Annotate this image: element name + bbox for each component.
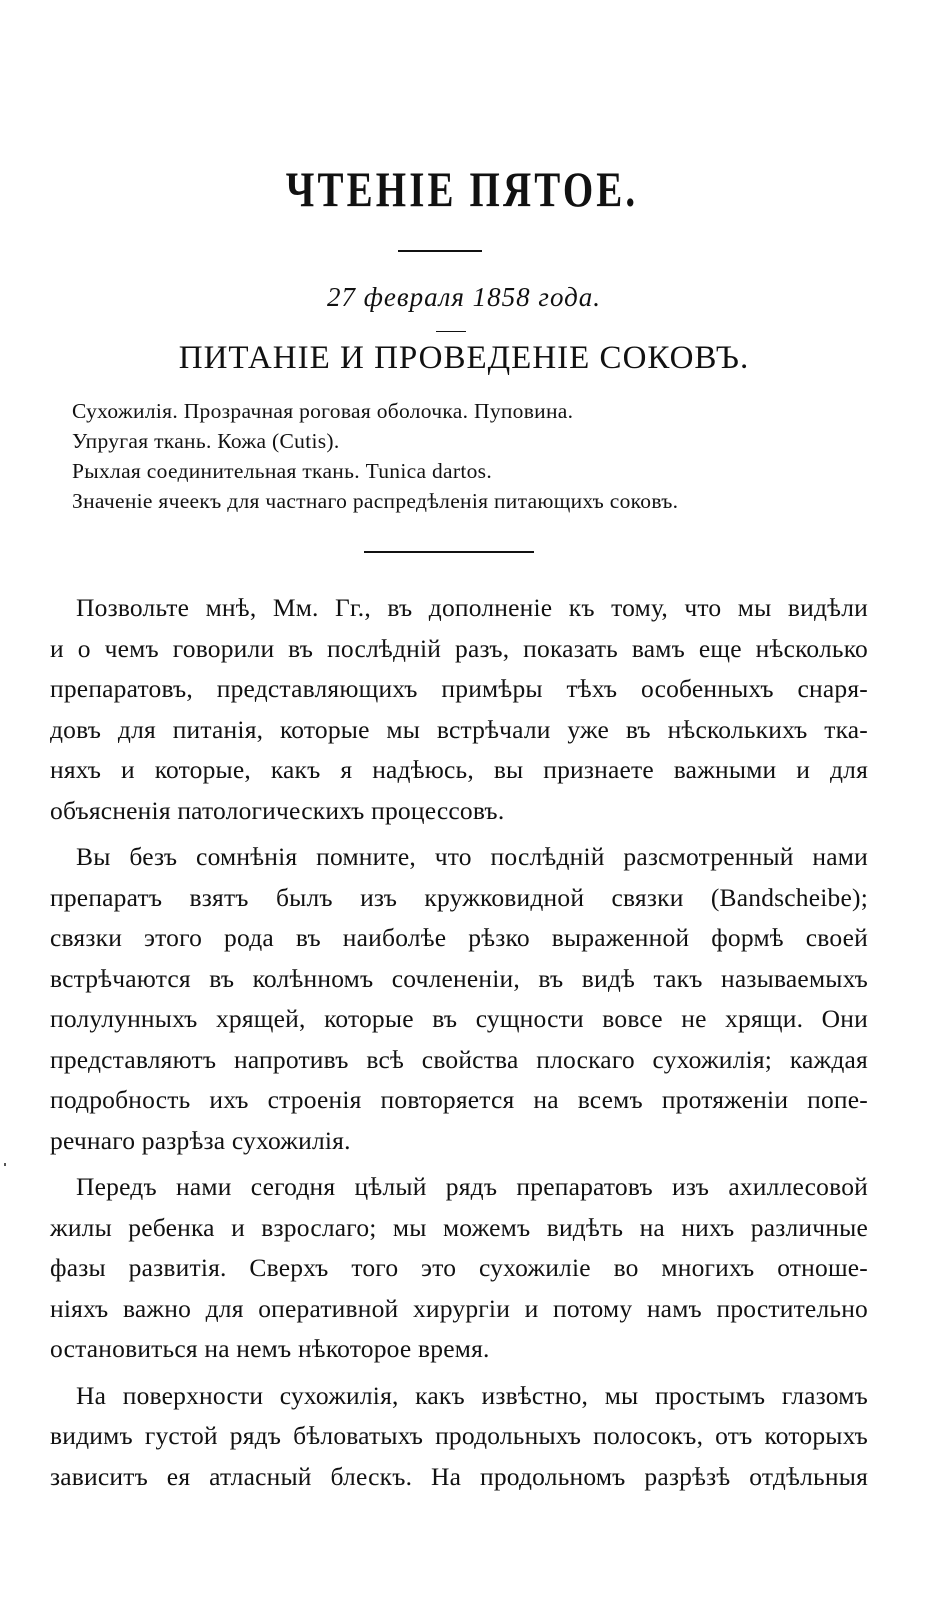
text-line: ніяхъ важно для оперативной хирургіи и потому намъ простительно: [50, 1293, 868, 1323]
text-line: На поверхности сухожилія, какъ извѣстно, мы простымъ глазомъ: [76, 1380, 868, 1410]
text-line: подробность ихъ строенія повторяется на всемъ протяженіи попе-: [50, 1085, 868, 1114]
summary-rule: [364, 551, 534, 553]
paragraph: [50, 588, 868, 831]
text-line: довъ для питанія, которые мы встрѣчали уже въ нѣсколькихъ тка-: [50, 714, 868, 744]
chapter-summary: [72, 396, 892, 516]
margin-mark: [4, 1163, 6, 1166]
text-line: видимъ густой рядъ бѣловатыхъ продольныхъ полосокъ, отъ которыхъ: [50, 1421, 868, 1450]
text-line: речнаго разрѣза сухожилія.: [50, 1125, 351, 1155]
text-line: полулунныхъ хрящей, которые въ сущности вовсе не хрящи. Они: [50, 1004, 868, 1033]
text-line: няхъ и которые, какъ я надѣюсь, вы признаете важными и для: [50, 755, 868, 784]
body-text: [50, 588, 868, 1503]
paragraph: [50, 1167, 868, 1370]
text-line: фазы развитія. Сверхъ того это сухожиліе во многихъ отноше-: [50, 1253, 868, 1282]
text-line: Передъ нами сегодня цѣлый рядъ препаратовъ изъ ахиллесовой: [76, 1172, 868, 1201]
lecture-date: 27 февраля 1858 года.: [326, 282, 602, 312]
text-line: встрѣчаются въ колѣнномъ сочлененіи, въ видѣ такъ называемыхъ: [50, 963, 868, 993]
chapter-title: ЧТЕНІЕ ПЯТОЕ.: [285, 161, 639, 217]
summary-line: Значеніе ячеекъ для частнаго распредѣленія питающихъ соковъ.: [72, 489, 679, 513]
text-line: препаратъ взятъ былъ изъ кружковидной связки (Bandscheibe);: [50, 882, 868, 912]
text-line: зависитъ ея атласный блескъ. На продольномъ разрѣзѣ отдѣльныя: [50, 1461, 868, 1491]
text-line: объясненія патологическихъ процессовъ.: [50, 795, 505, 825]
text-line: жилы ребенка и взрослаго; мы можемъ видѣть на нихъ различные: [50, 1212, 868, 1242]
title-rule: [398, 250, 482, 252]
text-line: Позвольте мнѣ, Мм. Гг., въ дополненіе къ тому, что мы видѣли: [76, 593, 868, 622]
paragraph: [50, 1376, 868, 1498]
paragraph: [50, 837, 868, 1161]
text-line: представляютъ напротивъ всѣ свойства плоскаго сухожилія; каждая: [50, 1044, 868, 1074]
summary-line: Сухожилія. Прозрачная роговая оболочка. Пуповина.: [72, 399, 574, 423]
summary-line: Упругая ткань. Кожа (Cutis).: [72, 429, 340, 453]
section-title: ПИТАНІЕ И ПРОВЕДЕНІЕ СОКОВЪ.: [178, 340, 750, 376]
text-line: Вы безъ сомнѣнія помните, что послѣдній разсмотренный нами: [76, 842, 868, 871]
date-rule: [436, 331, 466, 332]
text-line: остановиться на немъ нѣкоторое время.: [50, 1334, 490, 1363]
text-line: препаратовъ, представляющихъ примѣры тѣхъ особенныхъ снаря-: [50, 674, 868, 703]
text-line: и о чемъ говорили въ послѣдній разъ, показать вамъ еще нѣсколько: [50, 633, 868, 663]
text-line: связки этого рода въ наиболѣе рѣзко выраженной формѣ своей: [50, 923, 868, 952]
summary-line: Рыхлая соединительная ткань. Tunica dartos.: [72, 459, 492, 483]
